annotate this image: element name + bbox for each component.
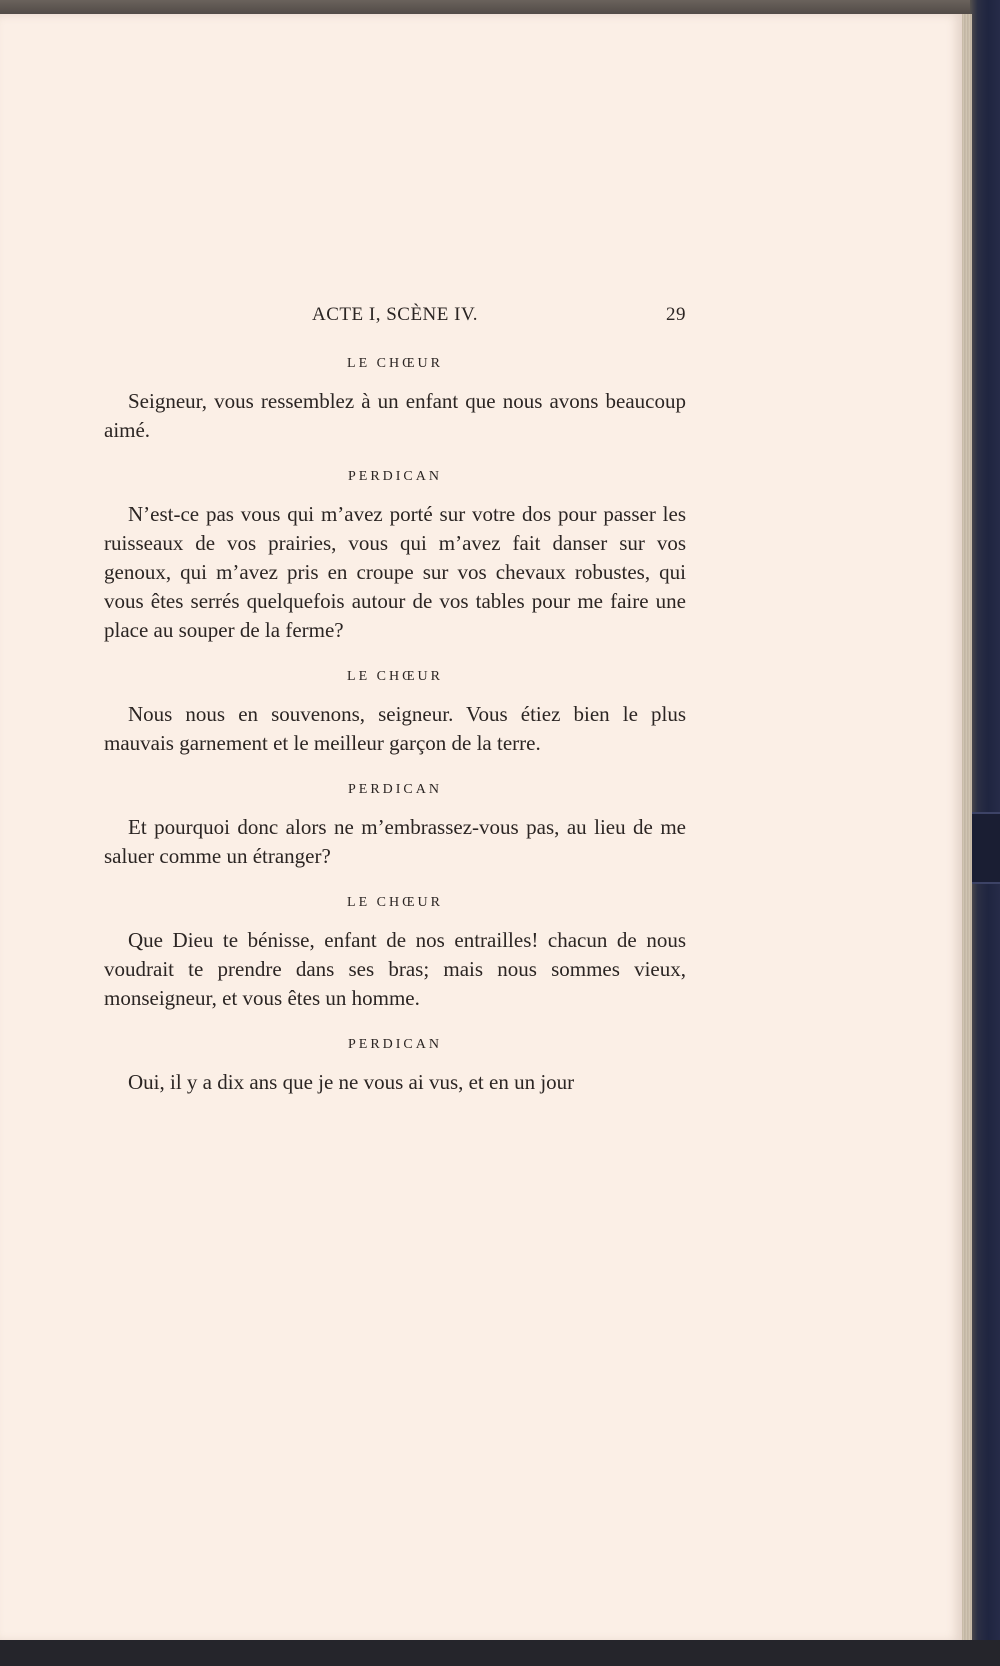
speech-text: Que Dieu te bénisse, enfant de nos entrailles! chacun de nous voudrait te prendre dans ses bras; mais nous sommes vieux, monseigneur, et vous êtes un homme. [104, 928, 686, 1010]
speech-text: Et pourquoi donc alors ne m’embrassez-vous pas, au lieu de me saluer comme un étranger? [104, 815, 686, 868]
speaker-name: PERDICAN [347, 782, 442, 797]
cover-clasp [972, 812, 1000, 884]
speaker-name: LE CHŒUR [347, 356, 443, 371]
speech-text: Seigneur, vous ressemblez à un enfant que nous avons beaucoup aimé. [104, 389, 686, 442]
speech-text: Oui, il y a dix ans que je ne vous ai vus, et en un jour [128, 1070, 575, 1094]
page-number: 29 [666, 304, 686, 325]
book-bottom-edge [0, 1640, 1000, 1666]
running-head [104, 300, 686, 336]
text-block [104, 300, 686, 1097]
speaker-name: PERDICAN [347, 469, 442, 484]
book-page [0, 14, 962, 1642]
running-title: ACTE I, SCÈNE IV. [312, 304, 478, 325]
speaker-name: LE CHŒUR [347, 669, 443, 684]
speaker-name: LE CHŒUR [347, 895, 443, 910]
speaker-name: PERDICAN [347, 1037, 442, 1052]
speech-text: Nous nous en souvenons, seigneur. Vous étiez bien le plus mauvais garnement et le meilleur garçon de la terre. [104, 702, 686, 755]
speech-text: N’est-ce pas vous qui m’avez porté sur votre dos pour passer les ruisseaux de vos prairies, vous qui m’avez fait danser sur vos genoux, qui m’avez pris en croupe sur vos chevaux robustes, qui vous êtes serrés quelquefois autour de vos tables pour me faire une place au souper de la ferme? [104, 502, 686, 642]
